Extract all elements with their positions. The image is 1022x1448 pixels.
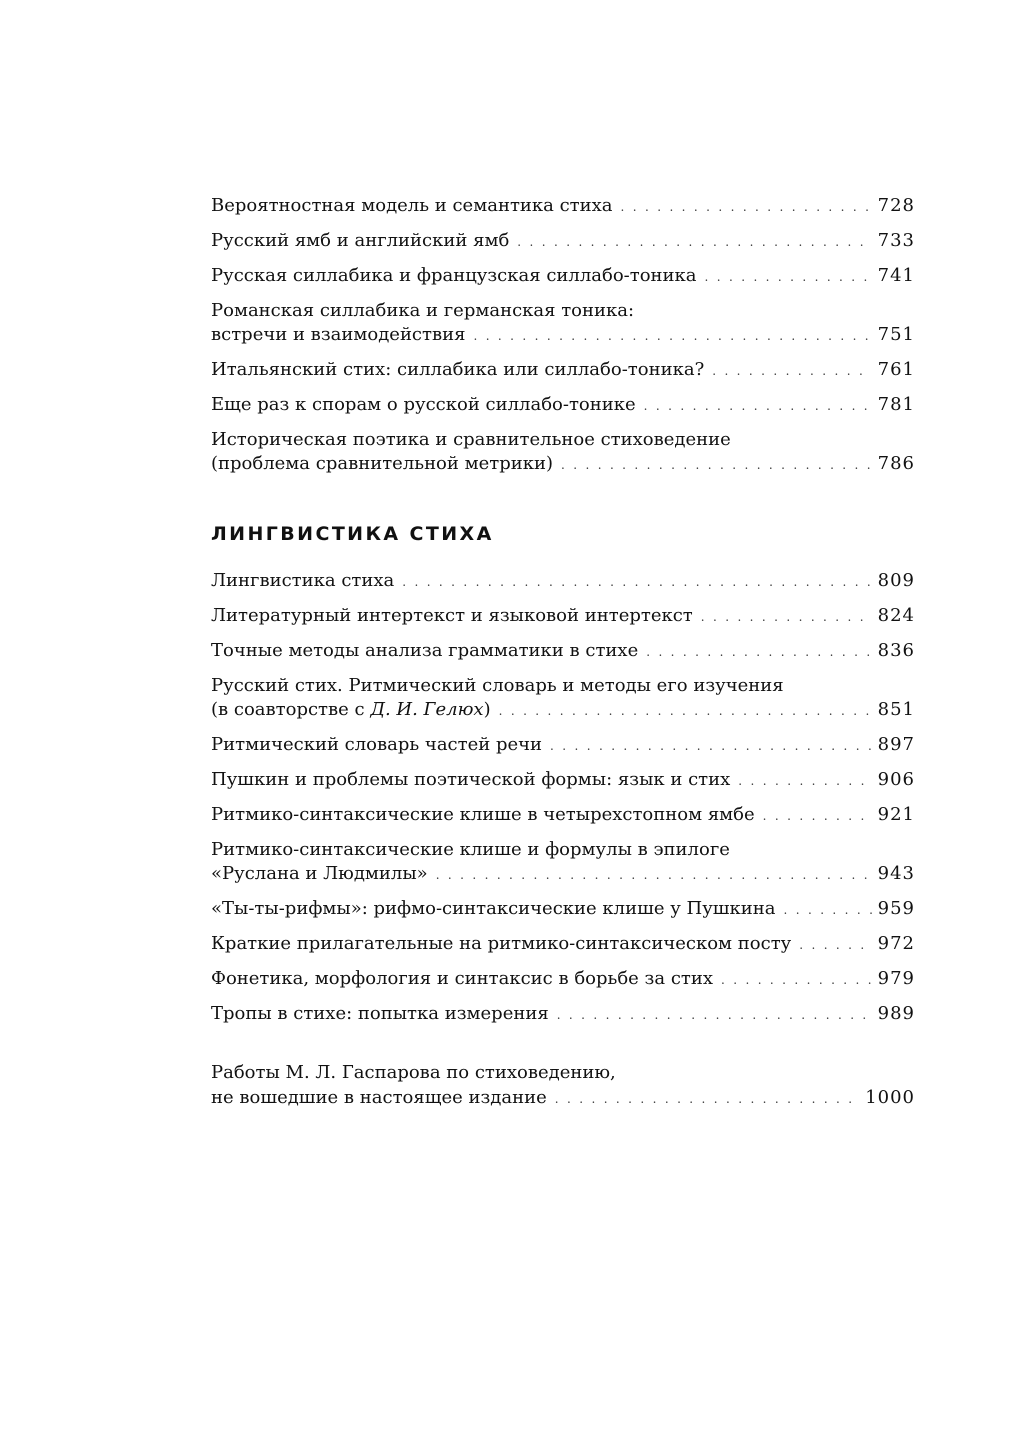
entry-title (211, 698, 491, 723)
page-number: 959 (877, 897, 915, 919)
entry-title: Литературный интертекст и языковой интертекст (211, 604, 693, 626)
entry-title: Точные методы анализа грамматики в стихе (211, 639, 639, 661)
dot-leader (473, 324, 871, 349)
entry-title: «Ты-ты-рифмы»: рифмо-синтаксические клише у Пушкина (211, 897, 776, 919)
toc-entry[interactable] (211, 897, 915, 923)
page-number: 989 (877, 1002, 915, 1024)
toc-entry[interactable] (211, 1061, 915, 1111)
page-number: 897 (877, 733, 915, 755)
entry-title: Русская силлабика и французская силлабо-тоника (211, 264, 697, 286)
entry-title: Пушкин и проблемы поэтической формы: язык и стих (211, 768, 731, 790)
page-number: 751 (877, 324, 915, 346)
table-of-contents (211, 194, 915, 1121)
toc-entry[interactable] (211, 358, 915, 384)
entry-title-line1: Романская силлабика и германская тоника: (211, 299, 635, 321)
entry-title: Ритмический словарь частей речи (211, 733, 543, 755)
entry-title: Еще раз к спорам о русской силлабо-тонике (211, 393, 636, 415)
entry-title: Ритмико-синтаксические клише в четырехстопном ямбе (211, 803, 755, 825)
toc-entry[interactable] (211, 1002, 915, 1028)
dot-leader (799, 933, 871, 958)
toc-entry[interactable] (211, 674, 915, 724)
toc-entry[interactable] (211, 264, 915, 290)
page-number: 781 (877, 393, 915, 415)
entry-title-prefix: (в соавторстве с (211, 699, 371, 721)
dot-leader (705, 265, 872, 290)
page-number: 809 (877, 569, 915, 591)
toc-entry[interactable] (211, 768, 915, 794)
page-number: 733 (877, 229, 915, 251)
dot-leader (561, 453, 872, 478)
toc-entry[interactable] (211, 967, 915, 993)
toc-group-2 (211, 569, 915, 1027)
toc-entry[interactable] (211, 838, 915, 888)
dot-leader (499, 699, 872, 724)
page-number: 972 (877, 932, 915, 954)
entry-title-line1: Ритмико-синтаксические клише и формулы в эпилоге (211, 838, 730, 860)
dot-leader (644, 394, 872, 419)
page-number: 728 (877, 195, 915, 216)
entry-title: «Руслана и Людмилы» (211, 863, 428, 885)
entry-title: Краткие прилагательные на ритмико-синтаксическом посту (211, 932, 792, 954)
page-number: 761 (877, 359, 915, 381)
coauthor-name: Д. И. Гелюх (370, 699, 484, 721)
dot-leader (763, 804, 872, 829)
page-number: 943 (877, 863, 915, 885)
page-number: 1000 (865, 1086, 915, 1108)
toc-entry[interactable] (211, 733, 915, 759)
entry-title-suffix: ) (483, 699, 491, 721)
page-number: 921 (877, 803, 915, 825)
page-number: 906 (877, 768, 915, 790)
toc-entry[interactable] (211, 393, 915, 419)
entry-title: (проблема сравнительной метрики) (211, 453, 554, 475)
toc-entry[interactable] (211, 803, 915, 829)
page-number: 979 (877, 967, 915, 989)
page-number: 824 (877, 604, 915, 626)
dot-leader (550, 734, 872, 759)
dot-leader (712, 359, 871, 384)
entry-title: Вероятностная модель и семантика стиха (211, 195, 613, 216)
dot-leader (646, 640, 871, 665)
dot-leader (436, 863, 872, 888)
toc-entry[interactable] (211, 604, 915, 630)
entry-title: Тропы в стихе: попытка измерения (211, 1002, 549, 1024)
dot-leader (784, 898, 872, 923)
dot-leader (402, 570, 871, 595)
toc-group-1 (211, 194, 915, 478)
entry-title: не вошедшие в настоящее издание (211, 1086, 547, 1108)
entry-title-line1: Работы М. Л. Гаспарова по стиховедению, (211, 1062, 616, 1084)
entry-title-line1: Историческая поэтика и сравнительное стиховедение (211, 428, 731, 450)
toc-entry[interactable] (211, 932, 915, 958)
dot-leader (517, 230, 871, 255)
toc-entry[interactable] (211, 428, 915, 478)
dot-leader (701, 605, 872, 630)
toc-appendix (211, 1061, 915, 1111)
page-number: 851 (877, 699, 915, 721)
entry-title: Итальянский стих: силлабика или силлабо-тоника? (211, 359, 705, 381)
entry-title: Фонетика, морфология и синтаксис в борьбе за стих (211, 967, 714, 989)
page-number: 786 (877, 453, 915, 475)
section-heading: ЛИНГВИСТИКА СТИХА (211, 522, 494, 545)
page-number: 836 (877, 639, 915, 661)
entry-title: встречи и взаимодействия (211, 324, 466, 346)
dot-leader (721, 968, 872, 993)
page-number: 741 (877, 264, 915, 286)
entry-title: Лингвистика стиха (211, 569, 395, 591)
toc-entry[interactable] (211, 299, 915, 349)
toc-entry[interactable] (211, 194, 915, 220)
toc-entry[interactable] (211, 569, 915, 595)
entry-title: Русский ямб и английский ямб (211, 229, 510, 251)
dot-leader (557, 1003, 872, 1028)
dot-leader (738, 769, 871, 794)
toc-entry[interactable] (211, 639, 915, 665)
dot-leader (621, 195, 872, 220)
entry-title-line1: Русский стих. Ритмический словарь и методы его изучения (211, 674, 784, 696)
toc-entry[interactable] (211, 229, 915, 255)
dot-leader (555, 1087, 859, 1112)
